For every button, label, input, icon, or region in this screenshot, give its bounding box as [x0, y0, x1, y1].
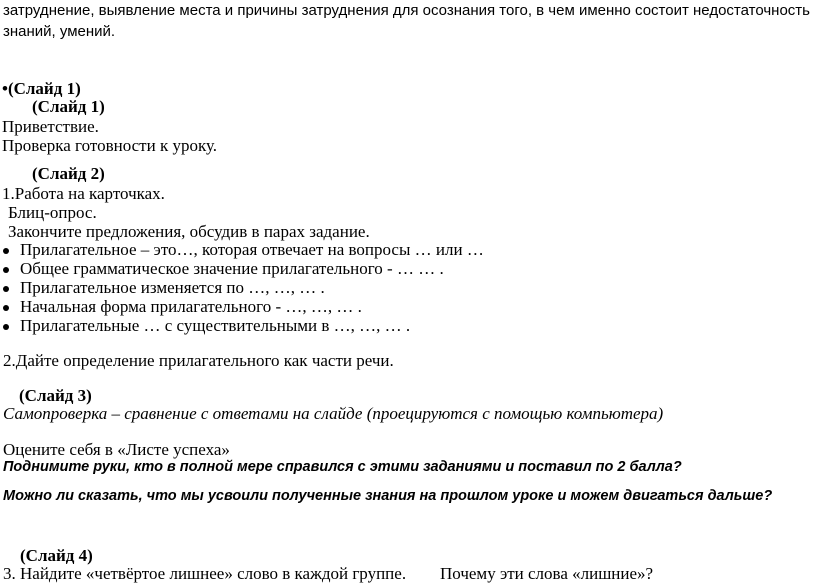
bullet-icon: [3, 286, 9, 292]
slide1-heading: (Слайд 1): [32, 97, 105, 116]
bullet-icon: [3, 267, 9, 273]
slide3-heading: (Слайд 3): [19, 386, 92, 405]
intro-line-2: знаний, умений.: [3, 23, 116, 40]
bullet-item-5: Прилагательные … с существительными в …, …, … .: [20, 316, 411, 335]
self-check-text: Самопроверка – сравнение с ответами на слайде (проецируются с помощью компьютера): [3, 404, 664, 423]
greeting-text: Приветствие.: [2, 117, 99, 136]
why-text: Почему эти слова «лишние»?: [440, 564, 654, 583]
instruction-text: Закончите предложения, обсудив в парах задание.: [8, 222, 370, 241]
slide2-heading: (Слайд 2): [32, 164, 105, 183]
bullet-item-4: Начальная форма прилагательного - …, …, … .: [20, 297, 362, 316]
blitz-text: Блиц-опрос.: [8, 203, 97, 222]
bullet-icon: [3, 324, 9, 330]
bullet-item-2: Общее грамматическое значение прилагательного - … … .: [20, 259, 444, 278]
evaluate-text: Оцените себя в «Листе успеха»: [3, 440, 230, 459]
slide1-heading-bullet: •(Слайд 1): [2, 79, 81, 98]
bullet-item-1: Прилагательное – это…, которая отвечает на вопросы … или …: [20, 240, 484, 259]
task3-text: 3. Найдите «четвёртое лишнее» слово в каждой группе.: [3, 564, 407, 583]
bullet-icon: [3, 305, 9, 311]
slide4-heading: (Слайд 4): [20, 546, 93, 565]
bullet-icon: [3, 248, 9, 254]
readiness-text: Проверка готовности к уроку.: [2, 136, 218, 155]
question-text: Можно ли сказать, что мы усвоили полученные знания на прошлом уроке и можем двигаться дальше?: [3, 488, 773, 504]
task2-text: 2.Дайте определение прилагательного как части речи.: [3, 351, 394, 370]
intro-line-1: затруднение, выявление места и причины затруднения для осознания того, в чем именно состоит недостаточность: [3, 2, 810, 19]
task1-text: 1.Работа на карточках.: [2, 184, 165, 203]
bullet-item-3: Прилагательное изменяется по …, …, … .: [20, 278, 325, 297]
raise-hands-text: Поднимите руки, кто в полной мере справился с этими заданиями и поставил по 2 балла?: [3, 459, 682, 475]
